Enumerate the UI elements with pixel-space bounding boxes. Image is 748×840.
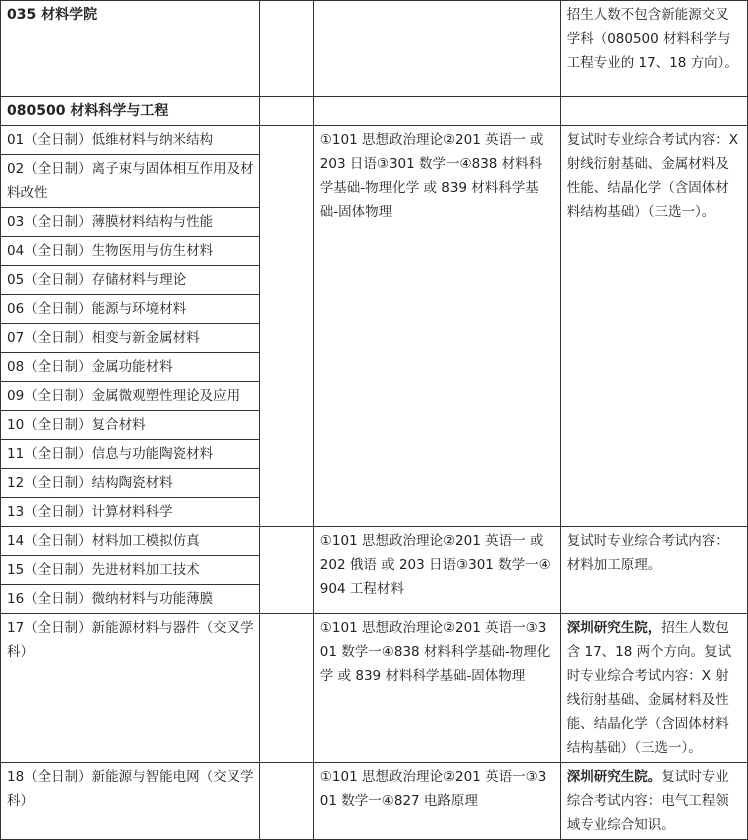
direction-label: 01（全日制）低维材料与纳米结构	[7, 132, 214, 148]
direction-row	[1, 614, 748, 763]
direction-label: 17（全日制）新能源材料与器件（交叉学科）	[7, 620, 254, 660]
campus-label: 深圳研究生院，	[566, 620, 662, 636]
direction-label: 03（全日制）薄膜材料结构与性能	[7, 214, 214, 230]
direction-cell	[1, 208, 260, 237]
dept-note: 招生人数不包含新能源交叉学科（080500 材料科学与工程专业的 17、18 方向）。	[560, 1, 747, 97]
direction-cell	[1, 295, 260, 324]
direction-row	[1, 527, 748, 556]
direction-cell	[1, 763, 260, 840]
direction-cell	[1, 411, 260, 440]
direction-cell	[1, 324, 260, 353]
direction-label: 02（全日制）离子束与固体相互作用及材料改性	[7, 161, 254, 201]
remarks-text: 复试时专业综合考试内容：电气工程领域专业综合知识。	[566, 769, 729, 833]
exam-subjects: ①101 思想政治理论②201 英语一 或 202 俄语 或 203 日语③301 数学一④904 工程材料	[319, 533, 551, 597]
enrollment-count-cell	[260, 126, 313, 527]
direction-label: 15（全日制）先进材料加工技术	[7, 562, 200, 578]
remarks-cell	[560, 763, 747, 840]
direction-label: 18（全日制）新能源与智能电网（交叉学科）	[7, 769, 254, 809]
direction-cell	[1, 126, 260, 155]
enrollment-count-cell	[260, 527, 313, 614]
direction-label: 16（全日制）微纳材料与功能薄膜	[7, 591, 214, 607]
direction-label: 10（全日制）复合材料	[7, 417, 146, 433]
exam-subjects-cell	[313, 126, 560, 527]
direction-cell	[1, 498, 260, 527]
direction-label: 09（全日制）金属微观塑性理论及应用	[7, 388, 241, 404]
major-title: 080500 材料科学与工程	[1, 97, 260, 126]
dept-row	[1, 1, 748, 97]
exam-subjects: ①101 思想政治理论②201 英语一③301 数学一④827 电路原理	[319, 769, 547, 809]
exam-subjects-cell	[313, 763, 560, 840]
direction-cell	[1, 469, 260, 498]
direction-cell	[1, 556, 260, 585]
remarks-cell	[560, 527, 747, 614]
enrollment-count-cell	[260, 614, 313, 763]
direction-cell	[1, 585, 260, 614]
direction-label: 07（全日制）相变与新金属材料	[7, 330, 200, 346]
direction-label: 08（全日制）金属功能材料	[7, 359, 173, 375]
exam-subjects: ①101 思想政治理论②201 英语一③301 数学一④838 材料科学基础-物理化学 或 839 材料科学基础-固体物理	[319, 620, 551, 684]
direction-label: 12（全日制）结构陶瓷材料	[7, 475, 173, 491]
dept-exam-cell	[313, 1, 560, 97]
direction-row	[1, 126, 748, 155]
major-exam-cell	[313, 97, 560, 126]
direction-cell	[1, 266, 260, 295]
remarks-text: 招生人数包含 17、18 两个方向。复试时专业综合考试内容：X 射线衍射基础、金属材料及性能、结晶化学（含固体材料结构基础）（三选一）。	[566, 620, 732, 756]
direction-cell	[1, 155, 260, 208]
direction-cell	[1, 237, 260, 266]
direction-cell	[1, 527, 260, 556]
major-count-cell	[260, 97, 313, 126]
direction-label: 14（全日制）材料加工模拟仿真	[7, 533, 200, 549]
major-note-cell	[560, 97, 747, 126]
direction-cell	[1, 614, 260, 763]
remarks-cell	[560, 614, 747, 763]
campus-label: 深圳研究生院。	[566, 769, 662, 785]
exam-subjects-cell	[313, 614, 560, 763]
direction-cell	[1, 353, 260, 382]
direction-label: 05（全日制）存储材料与理论	[7, 272, 187, 288]
direction-label: 11（全日制）信息与功能陶瓷材料	[7, 446, 214, 462]
direction-label: 04（全日制）生物医用与仿生材料	[7, 243, 214, 259]
direction-label: 06（全日制）能源与环境材料	[7, 301, 187, 317]
major-row	[1, 97, 748, 126]
dept-title: 035 材料学院	[1, 1, 260, 97]
remarks-text: 复试时专业综合考试内容：X 射线衍射基础、金属材料及性能、结晶化学（含固体材料结构基础）（三选一）。	[566, 132, 738, 220]
exam-subjects: ①101 思想政治理论②201 英语一 或 203 日语③301 数学一④838 材料科学基础-物理化学 或 839 材料科学基础-固体物理	[319, 132, 544, 220]
direction-cell	[1, 382, 260, 411]
remarks-text: 复试时专业综合考试内容：材料加工原理。	[566, 533, 729, 573]
remarks-cell	[560, 126, 747, 527]
enrollment-count-cell	[260, 763, 313, 840]
dept-count-cell	[260, 1, 313, 97]
direction-cell	[1, 440, 260, 469]
direction-label: 13（全日制）计算材料科学	[7, 504, 173, 520]
exam-subjects-cell	[313, 527, 560, 614]
direction-row	[1, 763, 748, 840]
